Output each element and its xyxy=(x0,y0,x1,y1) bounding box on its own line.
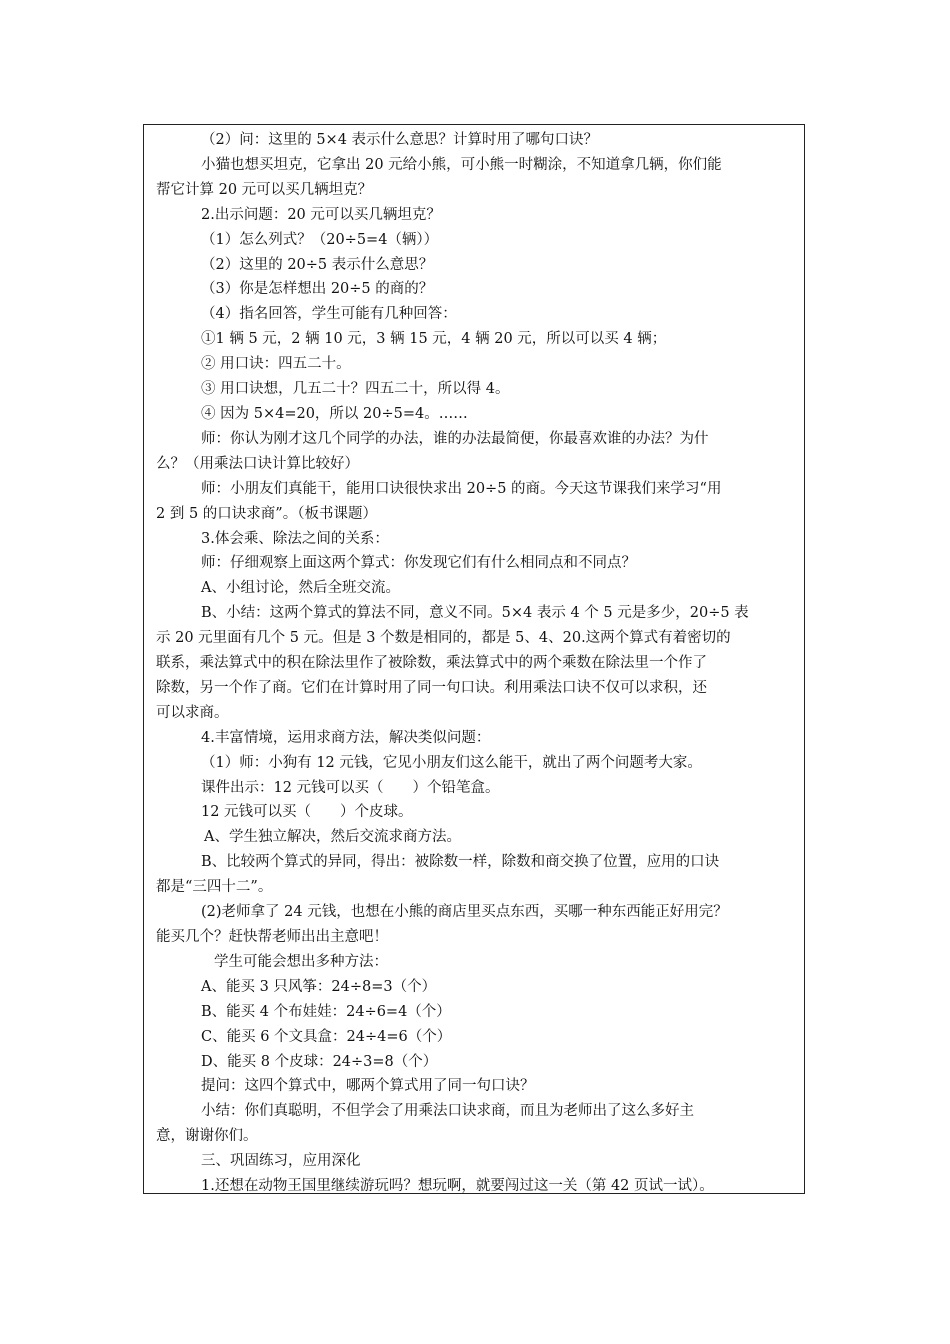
text-line: 12 元钱可以买（ ）个皮球。 xyxy=(201,804,413,821)
text-line: ④ 因为 5×4=20，所以 20÷5=4。…… xyxy=(201,405,468,422)
text-line: 三、巩固练习，应用深化 xyxy=(201,1153,361,1170)
text-line: 3.体会乘、除法之间的关系： xyxy=(201,530,389,547)
text-line: 师：仔细观察上面这两个算式：你发现它们有什么相同点和不同点？ xyxy=(201,555,636,572)
text-line: 帮它计算 20 元可以买几辆坦克？ xyxy=(156,181,373,198)
text-line: 师：你认为刚才这几个同学的办法，谁的办法最简便，你最喜欢谁的办法？为什 xyxy=(201,430,709,447)
text-line: 意，谢谢你们。 xyxy=(156,1128,258,1145)
text-line: ①1 辆 5 元，2 辆 10 元，3 辆 15 元，4 辆 20 元，所以可以买 4 辆； xyxy=(201,331,667,348)
text-line: 都是“三四十二”。 xyxy=(156,879,273,896)
text-line: 2.出示问题：20 元可以买几辆坦克？ xyxy=(201,206,441,223)
text-line: A、学生独立解决，然后交流求商方法。 xyxy=(204,829,461,846)
text-line: 4.丰富情境，运用求商方法，解决类似问题： xyxy=(201,729,491,746)
text-line: A、能买 3 只风筝：24÷8=3（个） xyxy=(201,978,437,995)
text-line: 1.还想在动物王国里继续游玩吗？想玩啊，就要闯过这一关（第 42 页试一试）。 xyxy=(201,1178,714,1195)
text-line: 2 到 5 的口诀求商”。（板书课题） xyxy=(156,505,377,522)
text-line: C、能买 6 个文具盒：24÷4=6（个） xyxy=(201,1028,452,1045)
text-line: 小猫也想买坦克，它拿出 20 元给小熊，可小熊一时糊涂，不知道拿几辆，你们能 xyxy=(201,156,722,173)
text-line: (2)老师拿了 24 元钱，也想在小熊的商店里买点东西，买哪一种东西能正好用完？ xyxy=(201,904,728,921)
text-line: B、比较两个算式的异同，得出：被除数一样，除数和商交换了位置，应用的口诀 xyxy=(201,854,720,871)
text-line: 联系，乘法算式中的积在除法里作了被除数，乘法算式中的两个乘数在除法里一个作了 xyxy=(156,655,707,672)
text-line: 可以求商。 xyxy=(156,704,229,721)
text-line: ② 用口诀：四五二十。 xyxy=(201,356,351,373)
text-line: A、小组讨论，然后全班交流。 xyxy=(201,580,400,597)
text-line: 课件出示：12 元钱可以买（ ）个铅笔盒。 xyxy=(201,779,500,796)
text-line: D、能买 8 个皮球：24÷3=8（个） xyxy=(201,1053,438,1070)
text-line: （2）这里的 20÷5 表示什么意思？ xyxy=(201,256,434,273)
text-line: 小结：你们真聪明，不但学会了用乘法口诀求商，而且为老师出了这么多好主 xyxy=(201,1103,694,1120)
text-line: 示 20 元里面有几个 5 元。但是 3 个数是相同的，都是 5、4、20.这两个算式有着密切的 xyxy=(156,630,731,647)
lesson-text-body xyxy=(144,125,804,1199)
text-line: B、能买 4 个布娃娃：24÷6=4（个） xyxy=(201,1003,451,1020)
text-line: 能买几个？赶快帮老师出出主意吧！ xyxy=(156,929,388,945)
text-line: 么？（用乘法口诀计算比较好） xyxy=(156,455,359,472)
text-line: （1）怎么列式？（20÷5=4（辆）） xyxy=(201,231,439,248)
text-line: 师：小朋友们真能干，能用口诀很快求出 20÷5 的商。今天这节课我们来学习“用 xyxy=(201,480,722,497)
text-line: 学生可能会想出多种方法： xyxy=(214,953,388,970)
text-line: ③ 用口诀想，几五二十？四五二十，所以得 4。 xyxy=(201,381,510,398)
text-line: （2）问：这里的 5×4 表示什么意思？计算时用了哪句口诀？ xyxy=(201,132,599,148)
text-line: （1）师：小狗有 12 元钱，它见小朋友们这么能干，就出了两个问题考大家。 xyxy=(201,754,702,771)
lesson-table-cell xyxy=(143,124,805,1194)
text-line: B、小结：这两个算式的算法不同，意义不同。5×4 表示 4 个 5 元是多少，20÷5 表 xyxy=(201,605,749,622)
text-line: 除数，另一个作了商。它们在计算时用了同一句口诀。利用乘法口诀不仅可以求积，还 xyxy=(156,679,707,696)
text-line: （3）你是怎样想出 20÷5 的商的？ xyxy=(201,281,434,298)
text-line: 提问：这四个算式中，哪两个算式用了同一句口诀？ xyxy=(201,1078,535,1095)
text-line: （4）指名回答，学生可能有几种回答： xyxy=(201,306,457,323)
